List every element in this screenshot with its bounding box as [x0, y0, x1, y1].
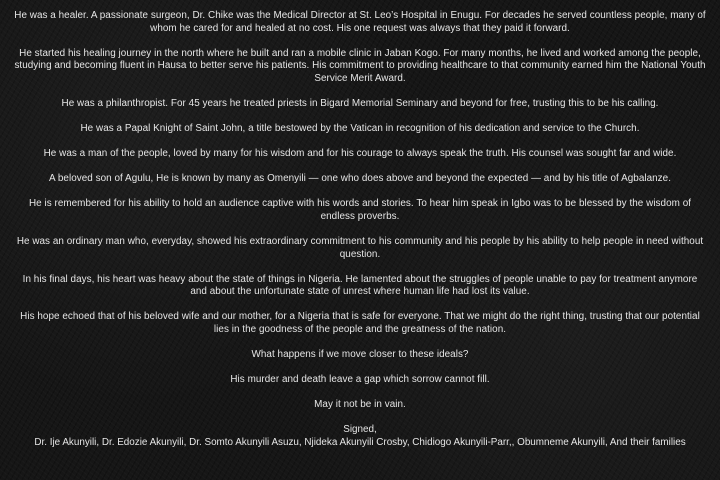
paragraph-healing-journey: He started his healing journey in the north where he built and ran a mobile clinic in Jaban Kogo. For many months, he lived and worked among the people, studying and becoming fluent in Hausa to better serve his patients. His commitment to providing healthcare to that community earned him the National Youth Service Merit Award.	[14, 47, 706, 84]
paragraph-papal-knight: He was a Papal Knight of Saint John, a title bestowed by the Vatican in recognition of his dedication and service to the Church.	[80, 123, 640, 135]
signature-label: Signed,	[343, 424, 377, 436]
paragraph-question: What happens if we move closer to these ideals?	[251, 349, 469, 361]
paragraph-storyteller: He is remembered for his ability to hold an audience captive with his words and stories. To hear him speak in Igbo was to be blessed by the wisdom of endless proverbs.	[28, 198, 692, 222]
paragraph-not-in-vain: May it not be in vain.	[314, 399, 406, 411]
paragraph-healer: He was a healer. A passionate surgeon, Dr. Chike was the Medical Director at St. Leo’s Hospital in Enugu. For decades he served countless people, many of whom he cared for and healed at no cost. His one request was always that they paid it forward.	[14, 10, 706, 34]
paragraph-ordinary-man: He was an ordinary man who, everyday, showed his extraordinary commitment to his community and his people by his ability to help people in need without question.	[16, 236, 704, 260]
paragraph-gap: His murder and death leave a gap which sorrow cannot fill.	[230, 374, 490, 386]
paragraph-philanthropist: He was a philanthropist. For 45 years he treated priests in Bigard Memorial Seminary and beyond for free, trusting this to be his calling.	[61, 97, 659, 109]
paragraph-final-days: In his final days, his heart was heavy about the state of things in Nigeria. He lamented about the struggles of people unable to pay for treatment anymore and about the unfortunate state of unrest where human life had lost its value.	[22, 273, 698, 298]
signature-names: Dr. Ije Akunyili, Dr. Edozie Akunyili, Dr. Somto Akunyili Asuzu, Njideka Akunyili Crosby, Chidiogo Akunyili-Parr,, Obumneme Akunyili, And their families	[34, 436, 686, 448]
paragraph-hope: His hope echoed that of his beloved wife and our mother, for a Nigeria that is safe for everyone. That we might do the right thing, trusting that our potential lies in the goodness of the people and the greatness of the nation.	[20, 311, 700, 335]
paragraph-son-of-agulu: A beloved son of Agulu, He is known by many as Omenyili — one who does above and beyond the expected — and by his title of Agbalanze.	[48, 173, 672, 185]
signature-block	[14, 424, 706, 449]
paragraph-man-of-the-people: He was a man of the people, loved by many for his wisdom and for his courage to always speak the truth. His counsel was sought far and wide.	[43, 148, 677, 160]
